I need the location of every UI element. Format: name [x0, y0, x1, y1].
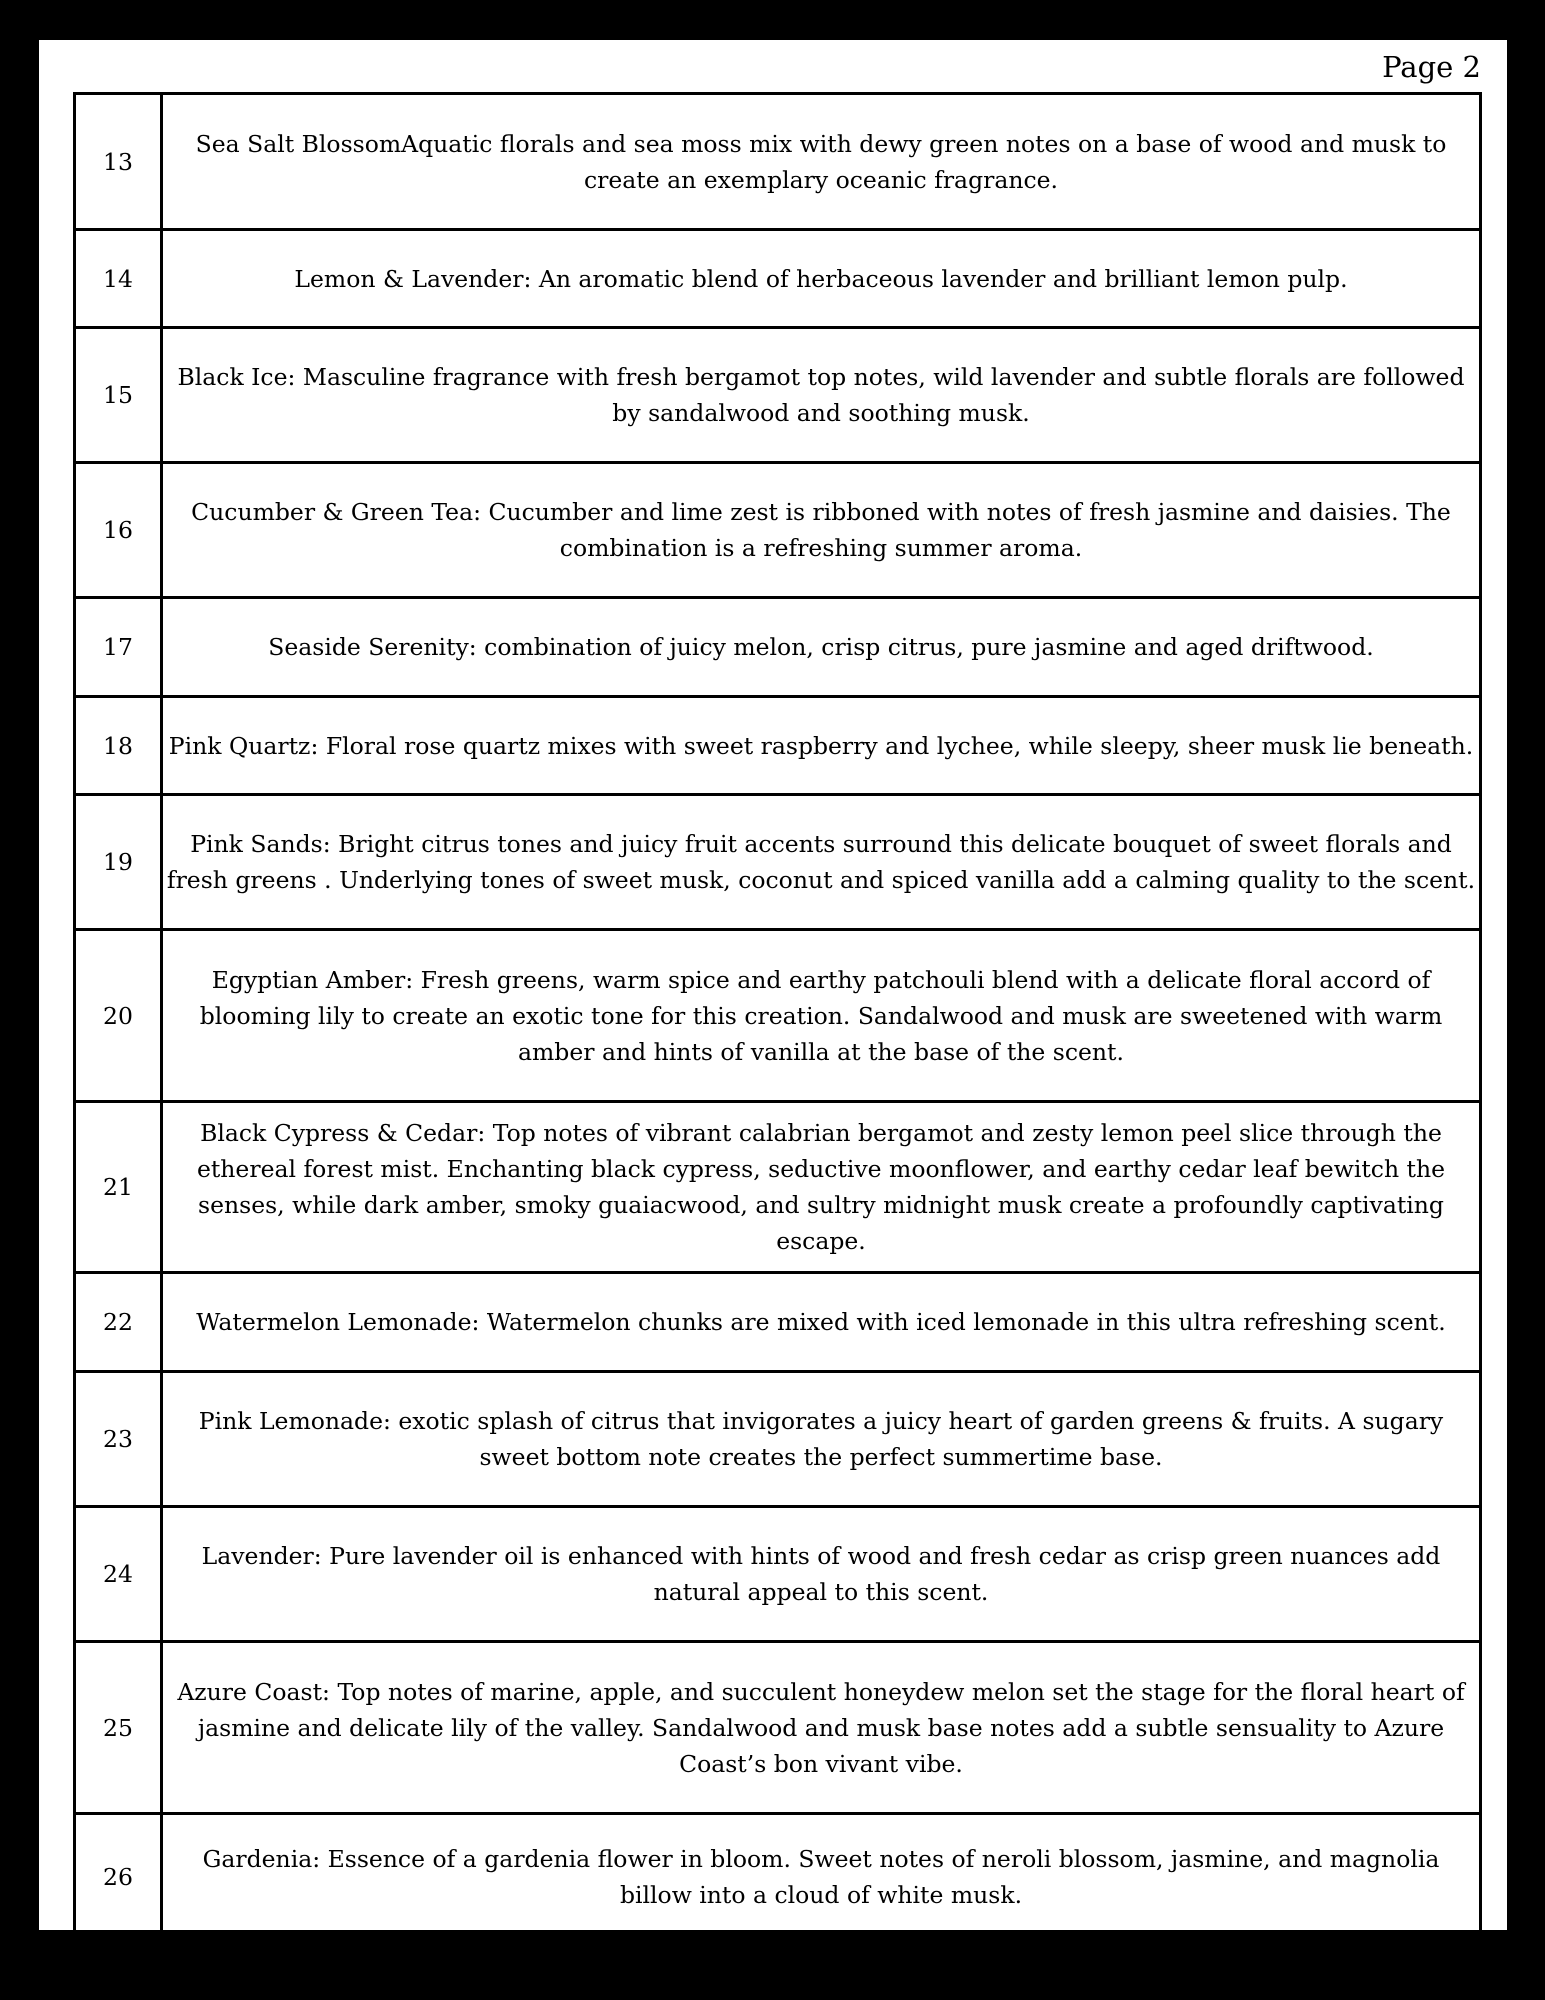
document-page: [39, 40, 1507, 1930]
scent-description: Azure Coast: Top notes of marine, apple, and succulent honeydew melon set the stage for the floral heart of jasmine and delicate lily of the valley. Sandalwood and musk base notes add a subtle sensuality to Azure Coast’s bon vivant vibe.: [162, 1642, 1481, 1814]
scent-number: 25: [75, 1642, 162, 1814]
scent-number: 22: [75, 1273, 162, 1372]
table-row: [75, 463, 1481, 598]
scent-description: Egyptian Amber: Fresh greens, warm spice and earthy patchouli blend with a delicate floral accord of blooming lily to create an exotic tone for this creation. Sandalwood and musk are sweetened with warm amber and hints of vanilla at the base of the scent.: [162, 930, 1481, 1102]
scent-table: [73, 92, 1482, 1930]
table-row: [75, 1642, 1481, 1814]
scent-number: 21: [75, 1102, 162, 1273]
scent-number: 16: [75, 463, 162, 598]
table-row: [75, 1273, 1481, 1372]
scent-description: Pink Lemonade: exotic splash of citrus that invigorates a juicy heart of garden greens & fruits. A sugary sweet bottom note creates the perfect summertime base.: [162, 1372, 1481, 1507]
page-number: Page 2: [1382, 50, 1481, 84]
table-row: [75, 795, 1481, 930]
scent-description: Black Ice: Masculine fragrance with fresh bergamot top notes, wild lavender and subtle florals are followed by sandalwood and soothing musk.: [162, 328, 1481, 463]
scent-description: Lavender: Pure lavender oil is enhanced with hints of wood and fresh cedar as crisp green nuances add natural appeal to this scent.: [162, 1507, 1481, 1642]
table-row: [75, 697, 1481, 795]
table-row: [75, 1814, 1481, 1931]
table-row: [75, 598, 1481, 697]
scent-description: Gardenia: Essence of a gardenia flower in bloom. Sweet notes of neroli blossom, jasmine, and magnolia billow into a cloud of white musk.: [162, 1814, 1481, 1931]
scent-description: Sea Salt BlossomAquatic florals and sea moss mix with dewy green notes on a base of wood and musk to create an exemplary oceanic fragrance.: [162, 94, 1481, 230]
scent-number: 14: [75, 230, 162, 328]
scent-number: 15: [75, 328, 162, 463]
scent-description: Pink Quartz: Floral rose quartz mixes with sweet raspberry and lychee, while sleepy, sheer musk lie beneath.: [162, 697, 1481, 795]
scent-table-body: [75, 94, 1481, 1931]
scent-number: 26: [75, 1814, 162, 1931]
table-row: [75, 230, 1481, 328]
scent-description: Watermelon Lemonade: Watermelon chunks are mixed with iced lemonade in this ultra refreshing scent.: [162, 1273, 1481, 1372]
table-row: [75, 1102, 1481, 1273]
table-row: [75, 94, 1481, 230]
scent-number: 19: [75, 795, 162, 930]
scent-description: Cucumber & Green Tea: Cucumber and lime zest is ribboned with notes of fresh jasmine and daisies. The combination is a refreshing summer aroma.: [162, 463, 1481, 598]
scent-description: Lemon & Lavender: An aromatic blend of herbaceous lavender and brilliant lemon pulp.: [162, 230, 1481, 328]
scent-description: Seaside Serenity: combination of juicy melon, crisp citrus, pure jasmine and aged driftwood.: [162, 598, 1481, 697]
scent-number: 23: [75, 1372, 162, 1507]
scent-number: 13: [75, 94, 162, 230]
table-row: [75, 1372, 1481, 1507]
scent-number: 18: [75, 697, 162, 795]
scent-description: Black Cypress & Cedar: Top notes of vibrant calabrian bergamot and zesty lemon peel slice through the ethereal forest mist. Enchanting black cypress, seductive moonflower, and earthy cedar leaf bewitch the senses, while dark amber, smoky guaiacwood, and sultry midnight musk create a profoundly captivating escape.: [162, 1102, 1481, 1273]
table-row: [75, 930, 1481, 1102]
scent-number: 24: [75, 1507, 162, 1642]
scent-number: 17: [75, 598, 162, 697]
table-row: [75, 1507, 1481, 1642]
table-row: [75, 328, 1481, 463]
scent-number: 20: [75, 930, 162, 1102]
scent-description: Pink Sands: Bright citrus tones and juicy fruit accents surround this delicate bouquet of sweet florals and fresh greens . Underlying tones of sweet musk, coconut and spiced vanilla add a calming quality to the scent.: [162, 795, 1481, 930]
